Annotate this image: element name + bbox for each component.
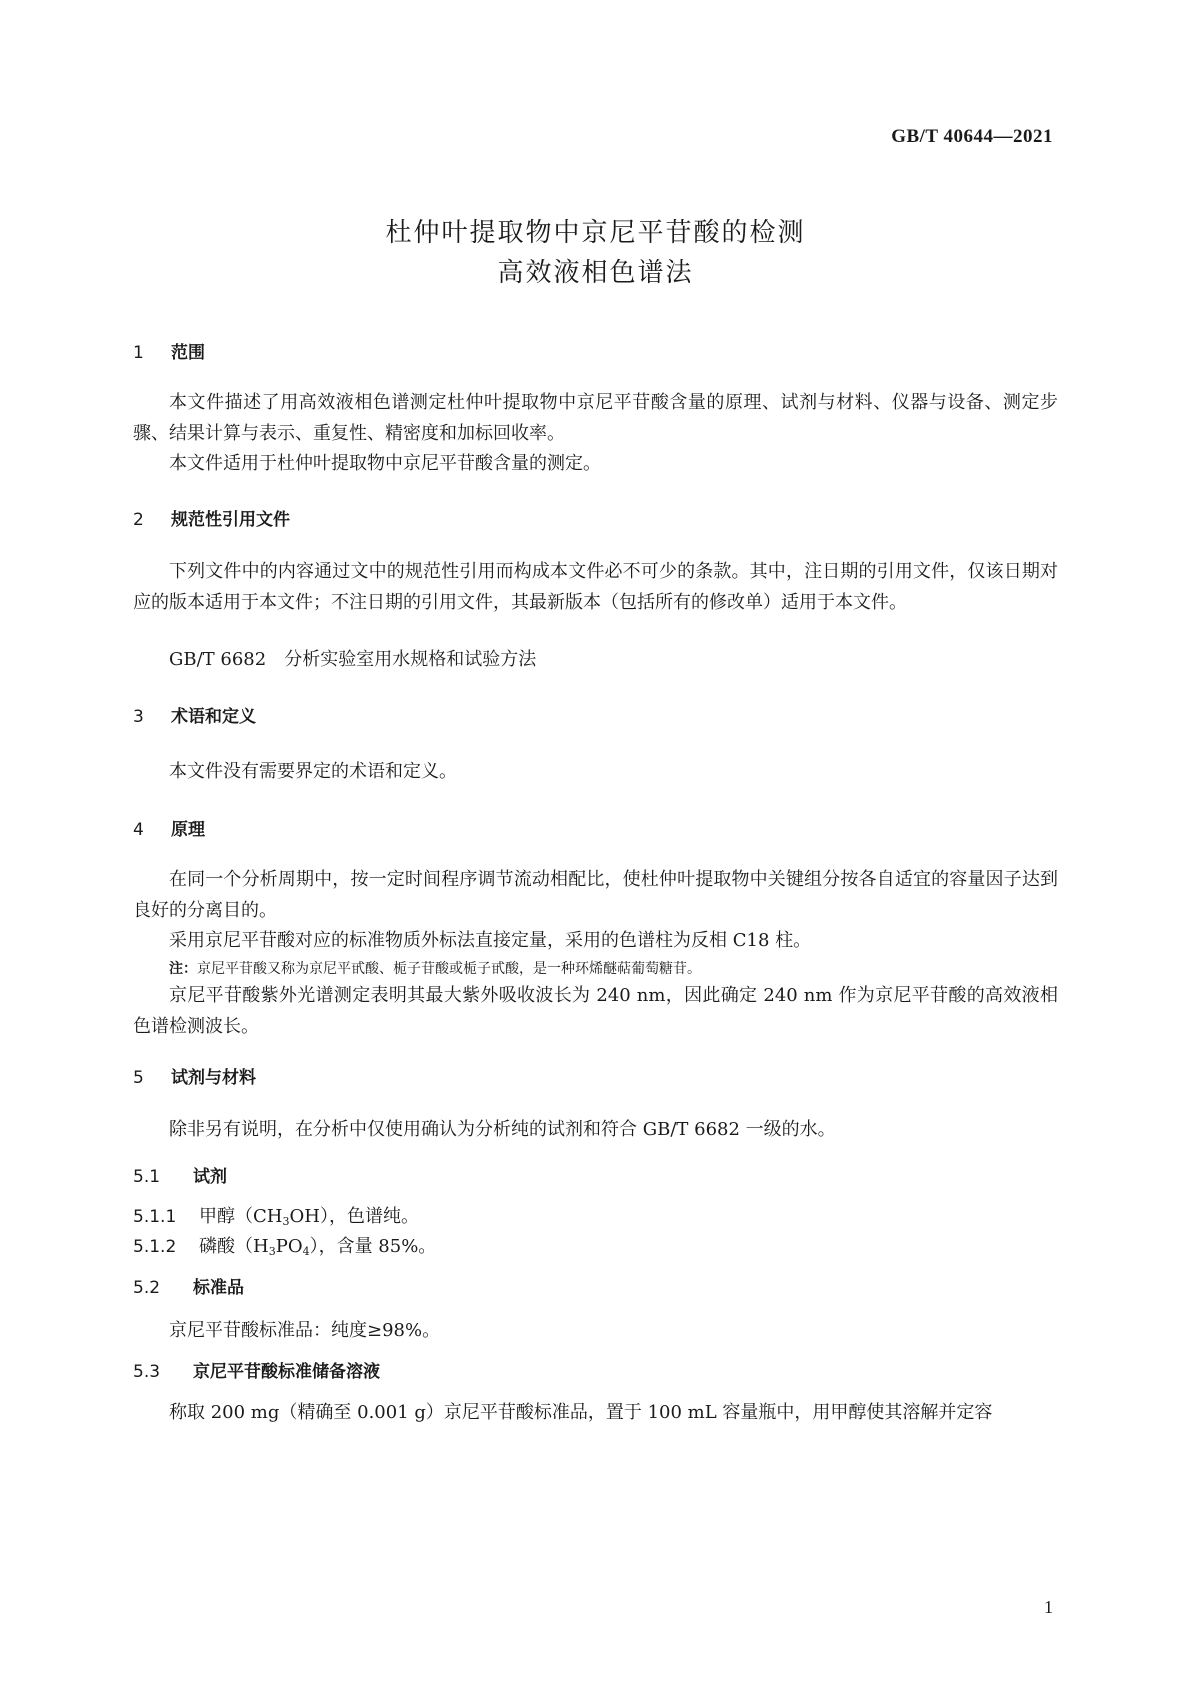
item-text: 磷酸（H xyxy=(199,1236,269,1257)
section-title: 试剂 xyxy=(193,1167,227,1187)
section-title: 京尼平苷酸标准储备溶液 xyxy=(193,1362,380,1382)
section-title: 术语和定义 xyxy=(171,707,256,727)
item-text-end: ），含量 85%。 xyxy=(309,1236,437,1257)
section-5-2-heading xyxy=(133,1273,244,1298)
subscript: 4 xyxy=(302,1245,310,1258)
section-title: 规范性引用文件 xyxy=(171,510,290,530)
section-title: 原理 xyxy=(171,820,205,840)
note-label: 注： xyxy=(169,961,197,977)
item-5-1-2 xyxy=(133,1232,436,1258)
section-title: 标准品 xyxy=(193,1278,244,1298)
section-2-heading xyxy=(133,505,290,530)
standard-number: GB/T 40644—2021 xyxy=(891,126,1053,147)
item-text: 甲醇（CH xyxy=(199,1206,283,1227)
section-3-heading xyxy=(133,702,256,727)
section-number: 4 xyxy=(133,820,144,840)
section-number: 2 xyxy=(133,510,144,530)
section-5-heading xyxy=(133,1063,256,1088)
section-3-paragraph-1: 本文件没有需要界定的术语和定义。 xyxy=(169,761,457,782)
document-title-line-2: 高效液相色谱法 xyxy=(497,258,694,288)
section-5-2-paragraph-1: 京尼平苷酸标准品：纯度≥98%。 xyxy=(169,1320,441,1341)
item-5-1-1 xyxy=(133,1202,419,1228)
item-number: 5.1.1 xyxy=(133,1207,177,1227)
section-1-paragraph-1: 本文件描述了用高效液相色谱测定杜仲叶提取物中京尼平苷酸含量的原理、试剂与材料、仪器与设备、测定步骤、结果计算与表示、重复性、精密度和加标回收率。 xyxy=(133,392,1058,444)
section-4-paragraph-2: 采用京尼平苷酸对应的标准物质外标法直接定量，采用的色谱柱为反相 C18 柱。 xyxy=(169,930,812,951)
section-5-3-heading xyxy=(133,1357,380,1382)
section-5-3-paragraph-1: 称取 200 mg（精确至 0.001 g）京尼平苷酸标准品，置于 100 mL 容量瓶中，用甲醇使其溶解并定容 xyxy=(169,1402,993,1423)
subscript: 3 xyxy=(282,1215,290,1228)
section-4-paragraph-3: 京尼平苷酸紫外光谱测定表明其最大紫外吸收波长为 240 nm，因此确定 240 nm 作为京尼平苷酸的高效液相色谱检测波长。 xyxy=(133,985,1058,1037)
item-text-end: OH），色谱纯。 xyxy=(289,1206,419,1227)
section-number: 3 xyxy=(133,707,144,727)
section-number: 5.1 xyxy=(133,1167,161,1187)
item-text-mid: PO xyxy=(275,1236,303,1257)
section-number: 5.3 xyxy=(133,1362,161,1382)
section-1-heading xyxy=(133,338,205,363)
section-5-1-heading xyxy=(133,1162,227,1187)
section-4-paragraph-1: 在同一个分析周期中，按一定时间程序调节流动相配比，使杜仲叶提取物中关键组分按各自适宜的容量因子达到良好的分离目的。 xyxy=(133,869,1058,921)
page-number: 1 xyxy=(1044,1597,1053,1617)
subscript: 3 xyxy=(268,1245,276,1258)
note-text: 京尼平苷酸又称为京尼平甙酸、栀子苷酸或栀子甙酸，是一种环烯醚萜葡萄糖苷。 xyxy=(197,961,701,977)
document-title-line-1: 杜仲叶提取物中京尼平苷酸的检测 xyxy=(385,218,806,248)
section-2-paragraph-1: 下列文件中的内容通过文中的规范性引用而构成本文件必不可少的条款。其中，注日期的引用文件，仅该日期对应的版本适用于本文件；不注日期的引用文件，其最新版本（包括所有的修改单）适用于本文件。 xyxy=(133,561,1058,613)
section-number: 1 xyxy=(133,343,144,363)
section-1-paragraph-2: 本文件适用于杜仲叶提取物中京尼平苷酸含量的测定。 xyxy=(169,453,601,474)
section-title: 试剂与材料 xyxy=(171,1068,256,1088)
section-number: 5.2 xyxy=(133,1278,161,1298)
normative-reference: GB/T 6682 分析实验室用水规格和试验方法 xyxy=(169,649,537,670)
section-5-paragraph-1: 除非另有说明，在分析中仅使用确认为分析纯的试剂和符合 GB/T 6682 一级的水。 xyxy=(169,1119,836,1140)
item-number: 5.1.2 xyxy=(133,1237,177,1257)
section-4-heading xyxy=(133,815,205,840)
section-title: 范围 xyxy=(171,343,205,363)
section-number: 5 xyxy=(133,1068,144,1088)
section-4-note xyxy=(169,958,701,978)
